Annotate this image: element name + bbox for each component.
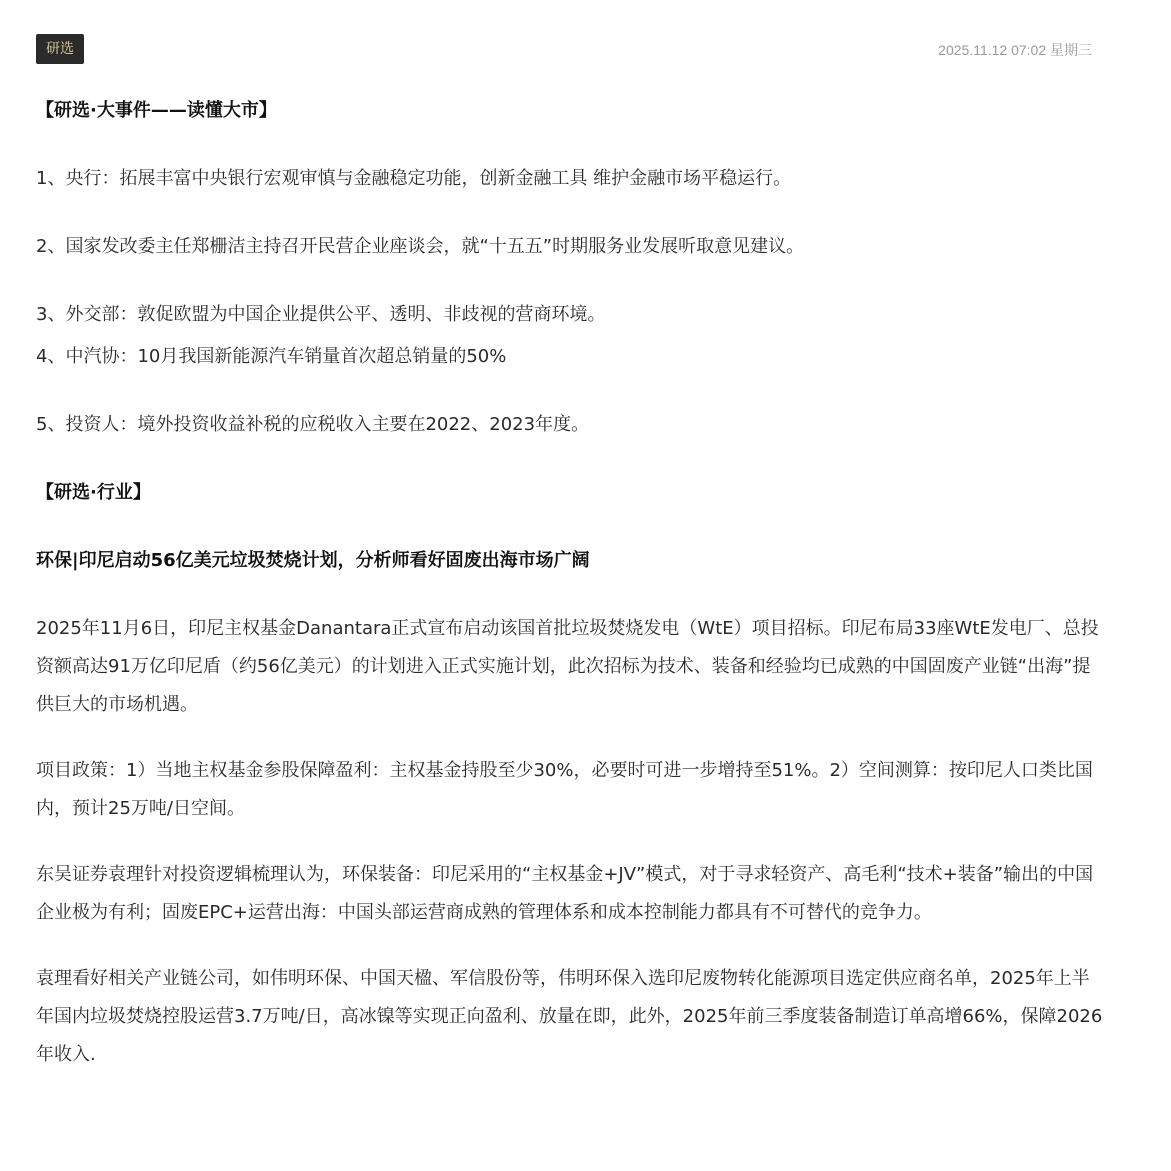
news-paragraph-4: 袁理看好相关产业链公司，如伟明环保、中国天楹、军信股份等，伟明环保入选印尼废物转化能源项目选定供应商名单，2025年上半年国内垃圾焚烧控股运营3.7万吨/日，高冰镍等实现正向盈利、放量在即，此外，2025年前三季度装备制造订单高增66%，保障2026年收入.	[36, 968, 1103, 1065]
event-item-2: 2、国家发改委主任郑栅洁主持召开民营企业座谈会，就“十五五”时期服务业发展听取意见建议。	[36, 236, 805, 257]
section-title-industry: 【研选·行业】	[36, 482, 151, 503]
publish-date: 2025.11.12 07:02 星期三	[938, 42, 1092, 58]
category-tag[interactable]: 研选	[36, 34, 84, 64]
article-header	[36, 34, 1102, 64]
section-title-events: 【研选·大事件——读懂大市】	[36, 100, 277, 121]
event-item-1: 1、央行：拓展丰富中央银行宏观审慎与金融稳定功能，创新金融工具 维护金融市场平稳运行。	[36, 168, 792, 189]
news-headline: 环保|印尼启动56亿美元垃圾焚烧计划，分析师看好固废出海市场广阔	[36, 550, 590, 571]
article-body	[36, 92, 1106, 1074]
news-paragraph-1: 2025年11月6日，印尼主权基金Danantara正式宣布启动该国首批垃圾焚烧发电（WtE）项目招标。印尼布局33座WtE发电厂、总投资额高达91万亿印尼盾（约56亿美元）的计划进入正式实施计划，此次招标为技术、装备和经验均已成熟的中国固废产业链“出海”提供巨大的市场机遇。	[36, 618, 1099, 715]
event-item-3: 3、外交部：敦促欧盟为中国企业提供公平、透明、非歧视的营商环境。	[36, 304, 606, 325]
event-item-4: 4、中汽协：10月我国新能源汽车销量首次超总销量的50%	[36, 346, 507, 367]
event-item-5: 5、投资人：境外投资收益补税的应税收入主要在2022、2023年度。	[36, 414, 590, 435]
news-paragraph-2: 项目政策：1）当地主权基金参股保障盈利：主权基金持股至少30%，必要时可进一步增持至51%。2）空间测算：按印尼人口类比国内，预计25万吨/日空间。	[36, 760, 1093, 819]
news-paragraph-3: 东吴证券袁理针对投资逻辑梳理认为，环保装备：印尼采用的“主权基金+JV”模式，对于寻求轻资产、高毛利“技术+装备”输出的中国企业极为有利；固废EPC+运营出海：中国头部运营商成熟的管理体系和成本控制能力都具有不可替代的竞争力。	[36, 864, 1094, 923]
